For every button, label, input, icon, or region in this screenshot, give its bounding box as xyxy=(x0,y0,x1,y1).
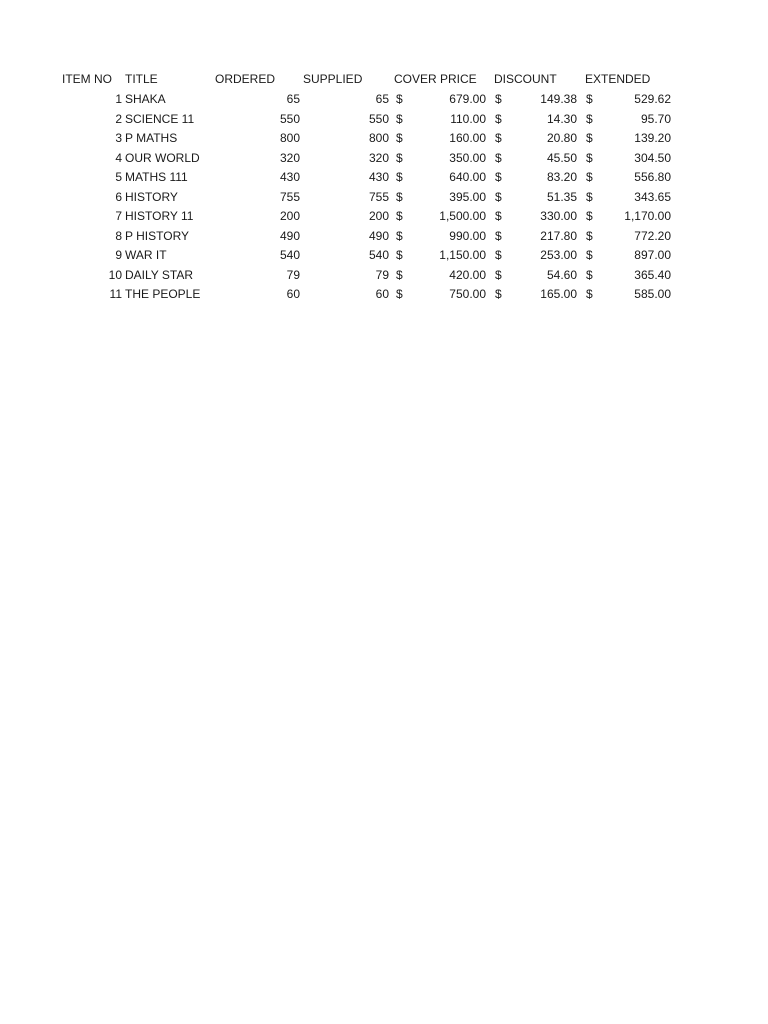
header-title: TITLE xyxy=(125,72,158,86)
cell-supplied: 800 xyxy=(368,131,389,145)
cell-item-no: 3 xyxy=(115,131,122,145)
cell-supplied: 79 xyxy=(375,268,389,282)
cell-supplied: 60 xyxy=(375,287,389,301)
cell-currency-extended: $ xyxy=(586,170,593,184)
cell-cover-price: 640.00 xyxy=(449,170,486,184)
header-ordered: ORDERED xyxy=(215,72,276,86)
cell-currency-cover: $ xyxy=(396,92,403,106)
cell-item-no: 2 xyxy=(115,112,122,126)
cell-cover-price: 1,500.00 xyxy=(439,209,486,223)
cell-discount: 51.35 xyxy=(546,190,577,204)
cell-currency-extended: $ xyxy=(586,112,593,126)
cell-currency-extended: $ xyxy=(586,131,593,145)
cell-discount: 330.00 xyxy=(540,209,577,223)
cell-currency-discount: $ xyxy=(495,112,502,126)
cell-ordered: 490 xyxy=(279,229,300,243)
cell-currency-cover: $ xyxy=(396,190,403,204)
cell-title: HISTORY 11 xyxy=(125,209,194,223)
cell-item-no: 11 xyxy=(109,287,122,301)
cell-discount: 20.80 xyxy=(546,131,577,145)
cell-cover-price: 1,150.00 xyxy=(439,248,486,262)
cell-currency-cover: $ xyxy=(396,170,403,184)
cell-title: SCIENCE 11 xyxy=(125,112,195,126)
cell-extended: 139.20 xyxy=(634,131,671,145)
cell-extended: 343.65 xyxy=(634,190,671,204)
cell-title: DAILY STAR xyxy=(125,268,194,282)
cell-item-no: 1 xyxy=(115,92,122,106)
cell-title: WAR IT xyxy=(125,248,167,262)
cell-discount: 83.20 xyxy=(546,170,577,184)
cell-currency-cover: $ xyxy=(396,287,403,301)
cell-currency-cover: $ xyxy=(396,151,403,165)
cell-item-no: 8 xyxy=(115,229,122,243)
header-item-no: ITEM NO xyxy=(62,72,112,86)
cell-extended: 529.62 xyxy=(634,92,671,106)
cell-ordered: 550 xyxy=(279,112,300,126)
cell-currency-cover: $ xyxy=(396,229,403,243)
cell-supplied: 200 xyxy=(368,209,389,223)
cell-discount: 45.50 xyxy=(546,151,577,165)
cell-currency-cover: $ xyxy=(396,112,403,126)
cell-extended: 556.80 xyxy=(634,170,671,184)
cell-currency-cover: $ xyxy=(396,209,403,223)
cell-extended: 95.70 xyxy=(640,112,671,126)
cell-currency-extended: $ xyxy=(586,268,593,282)
cell-currency-discount: $ xyxy=(495,209,502,223)
cell-cover-price: 420.00 xyxy=(449,268,486,282)
cell-ordered: 800 xyxy=(279,131,300,145)
cell-supplied: 430 xyxy=(368,170,389,184)
cell-currency-discount: $ xyxy=(495,151,502,165)
cell-currency-discount: $ xyxy=(495,170,502,184)
cell-supplied: 320 xyxy=(368,151,389,165)
cell-supplied: 755 xyxy=(368,190,389,204)
cell-item-no: 10 xyxy=(108,268,122,282)
cell-item-no: 4 xyxy=(115,151,122,165)
cell-title: HISTORY xyxy=(125,190,178,204)
cell-title: MATHS 111 xyxy=(125,170,188,184)
cell-cover-price: 750.00 xyxy=(449,287,486,301)
cell-currency-discount: $ xyxy=(495,287,502,301)
cell-cover-price: 110.00 xyxy=(450,112,486,126)
cell-supplied: 550 xyxy=(368,112,389,126)
cell-cover-price: 679.00 xyxy=(449,92,486,106)
cell-item-no: 7 xyxy=(115,209,122,223)
cell-currency-discount: $ xyxy=(495,248,502,262)
cell-discount: 165.00 xyxy=(540,287,577,301)
cell-title: P HISTORY xyxy=(125,229,190,243)
cell-currency-discount: $ xyxy=(495,92,502,106)
header-cover-price: COVER PRICE xyxy=(394,72,477,86)
cell-title: P MATHS xyxy=(125,131,178,145)
cell-currency-discount: $ xyxy=(495,190,502,204)
cell-ordered: 540 xyxy=(279,248,300,262)
cell-discount: 149.38 xyxy=(540,92,577,106)
cell-currency-extended: $ xyxy=(586,287,593,301)
cell-ordered: 755 xyxy=(279,190,300,204)
cell-discount: 253.00 xyxy=(540,248,577,262)
cell-currency-extended: $ xyxy=(586,229,593,243)
header-discount: DISCOUNT xyxy=(494,72,557,86)
cell-extended: 897.00 xyxy=(634,248,671,262)
cell-currency-cover: $ xyxy=(396,268,403,282)
cell-currency-cover: $ xyxy=(396,248,403,262)
cell-item-no: 6 xyxy=(115,190,122,204)
cell-ordered: 65 xyxy=(286,92,300,106)
cell-supplied: 540 xyxy=(368,248,389,262)
cell-currency-discount: $ xyxy=(495,131,502,145)
cell-ordered: 430 xyxy=(279,170,300,184)
cell-currency-cover: $ xyxy=(396,131,403,145)
cell-currency-extended: $ xyxy=(586,92,593,106)
cell-supplied: 490 xyxy=(368,229,389,243)
cell-title: THE PEOPLE xyxy=(125,287,201,301)
cell-ordered: 320 xyxy=(279,151,300,165)
cell-supplied: 65 xyxy=(375,92,389,106)
cell-extended: 304.50 xyxy=(634,151,671,165)
cell-currency-discount: $ xyxy=(495,229,502,243)
cell-extended: 772.20 xyxy=(634,229,671,243)
cell-cover-price: 395.00 xyxy=(449,190,486,204)
header-supplied: SUPPLIED xyxy=(303,72,363,86)
cell-currency-extended: $ xyxy=(586,151,593,165)
cell-currency-extended: $ xyxy=(586,209,593,223)
cell-extended: 585.00 xyxy=(634,287,671,301)
cell-ordered: 60 xyxy=(286,287,300,301)
cell-item-no: 5 xyxy=(115,170,122,184)
cell-currency-discount: $ xyxy=(495,268,502,282)
cell-cover-price: 990.00 xyxy=(449,229,486,243)
cell-item-no: 9 xyxy=(115,248,122,262)
cell-currency-extended: $ xyxy=(586,248,593,262)
cell-cover-price: 350.00 xyxy=(449,151,486,165)
cell-discount: 14.30 xyxy=(546,112,577,126)
cell-title: SHAKA xyxy=(125,92,166,106)
cell-ordered: 79 xyxy=(286,268,300,282)
cell-discount: 217.80 xyxy=(540,229,577,243)
cell-title: OUR WORLD xyxy=(125,151,200,165)
cell-currency-extended: $ xyxy=(586,190,593,204)
header-extended: EXTENDED xyxy=(585,72,651,86)
cell-extended: 1,170.00 xyxy=(624,209,671,223)
cell-extended: 365.40 xyxy=(634,268,671,282)
cell-ordered: 200 xyxy=(279,209,300,223)
cell-discount: 54.60 xyxy=(546,268,577,282)
cell-cover-price: 160.00 xyxy=(449,131,486,145)
